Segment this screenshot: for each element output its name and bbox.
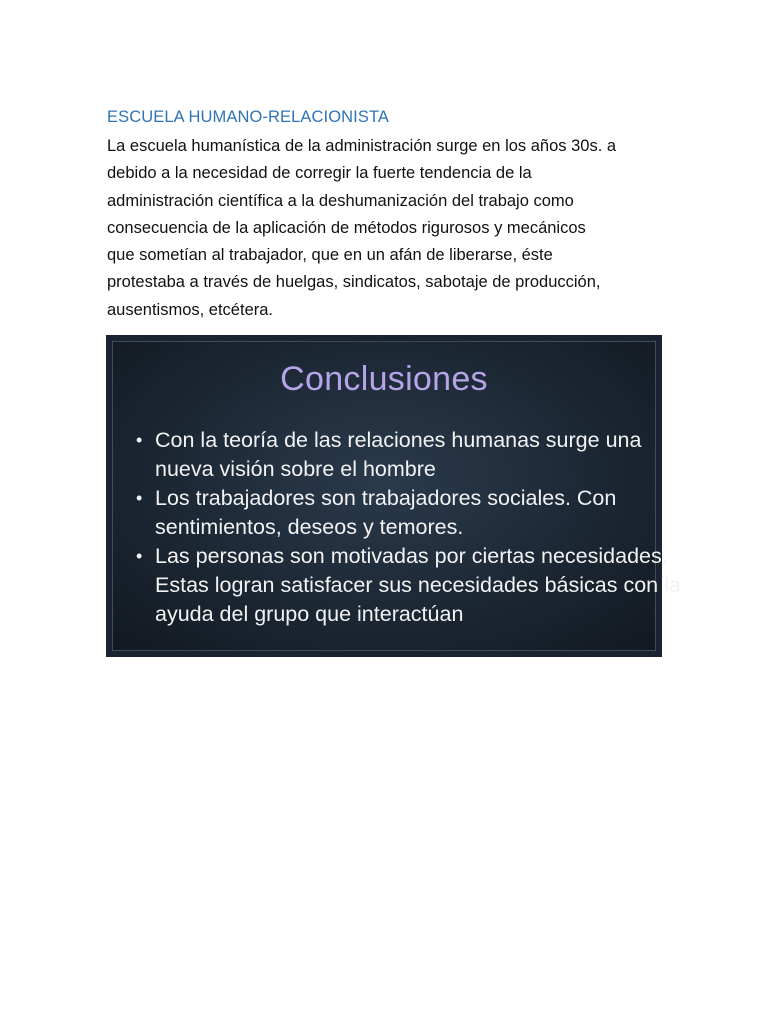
bullet-dot-icon: • <box>136 546 143 566</box>
slide-title: Conclusiones <box>280 360 488 398</box>
bullet-line: ayuda del grupo que interactúan <box>155 602 464 626</box>
paragraph-line: consecuencia de la aplicación de métodos rigurosos y mecánicos <box>107 218 586 237</box>
bullet-dot-icon: • <box>136 488 143 508</box>
bullet-line: Los trabajadores son trabajadores sociales. Con <box>155 486 617 510</box>
bullet-line: Las personas son motivadas por ciertas necesidades. <box>155 544 668 568</box>
section-heading: ESCUELA HUMANO-RELACIONISTA <box>107 108 390 126</box>
paragraph-line: que sometían al trabajador, que en un afán de liberarse, éste <box>107 246 553 265</box>
slide-frame <box>112 341 681 651</box>
bullet-line: sentimientos, deseos y temores. <box>155 515 464 539</box>
paragraph-line: administración científica a la deshumanización del trabajo como <box>107 191 574 210</box>
paragraph-line: La escuela humanística de la administración surge en los años 30s. a <box>107 137 617 155</box>
slide-bullet-list <box>135 426 681 629</box>
slide-bullet <box>135 426 665 484</box>
bullet-line: Estas logran satisfacer sus necesidades básicas con la <box>155 573 681 597</box>
bullet-line: Con la teoría de las relaciones humanas surge una <box>155 428 642 452</box>
body-paragraph <box>107 133 667 324</box>
paragraph-line: debido a la necesidad de corregir la fuerte tendencia de la <box>107 164 532 183</box>
bullet-line: nueva visión sobre el hombre <box>155 457 436 481</box>
paragraph-line: ausentismos, etcétera. <box>107 300 273 319</box>
slide-bullet <box>135 542 681 629</box>
paragraph-line: protestaba a través de huelgas, sindicatos, sabotaje de producción, <box>107 273 601 292</box>
bullet-dot-icon: • <box>136 430 143 450</box>
slide-bullet <box>135 484 665 542</box>
slide-image <box>106 335 681 657</box>
